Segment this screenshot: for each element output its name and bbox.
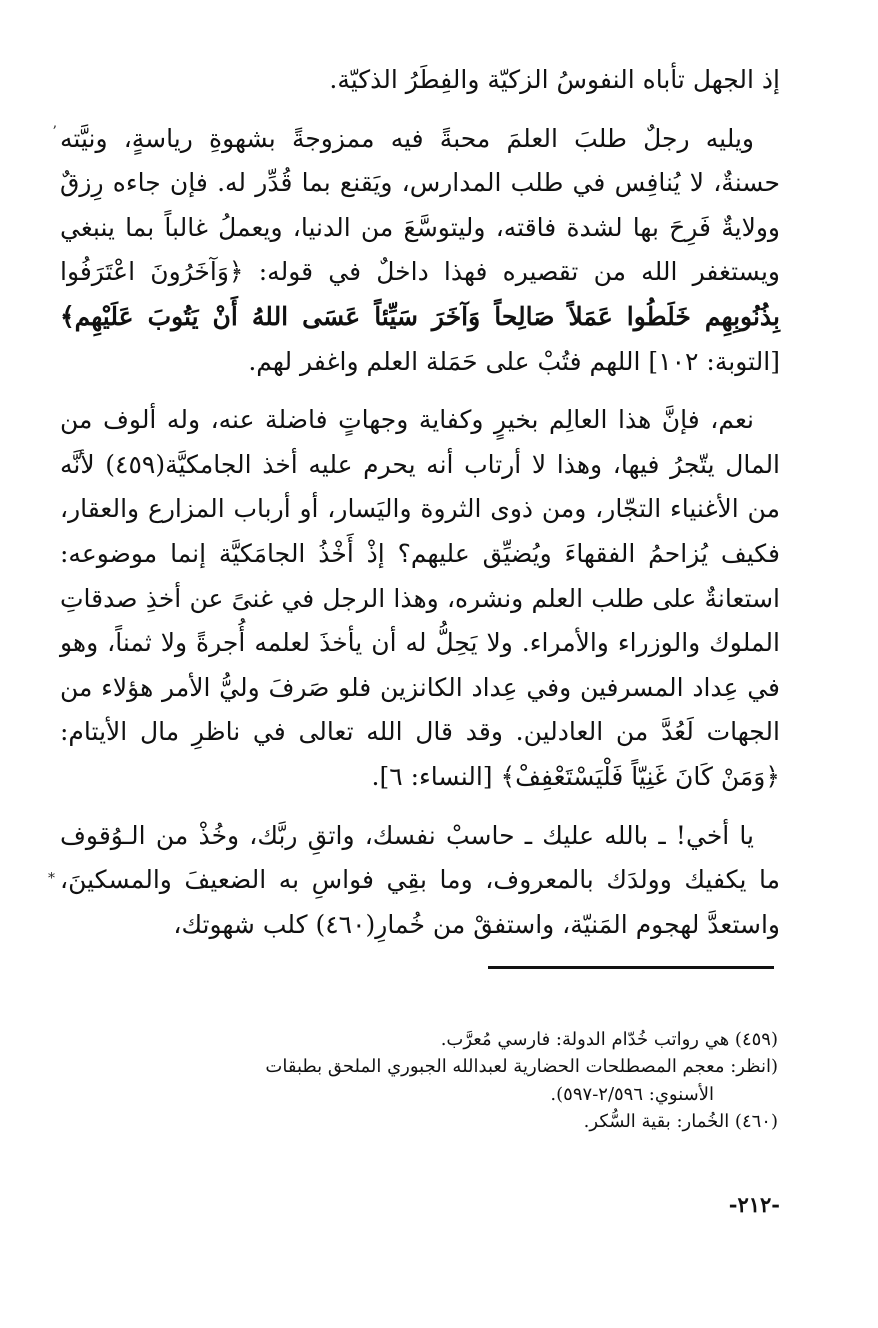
text-line: حسنةٌ، لا يُنافِس في طلب المدارس، ويَقنع بما قُدِّر له. فإن جاءه [112, 168, 780, 198]
text-line: رِزقٌ وولايةٌ فَرِحَ بها لشدة فاقته، وليتوسَّعَ من الدنيا، ويعملُ غالباً بما [60, 168, 780, 242]
text-line: الـوُقوف ما يكفيك وولدَك بالمعروف، وما بقِي فواسِ به الضعيفَ [60, 820, 781, 895]
quran-verse-line: بِذُنُوبِهِم خَلَطُوا عَمَلاً صَالِحاً وَآخَرَ سَيِّئاً عَسَى اللهُ أَنْ يَتُوبَ عَلَيْهِم﴾ [60, 301, 780, 331]
footnote-459-reference: (انظر: معجم المصطلحات الحضارية لعبدالله الجبوري الملحق بطبقات [265, 1056, 778, 1078]
text-line: من المال يتّجرُ فيها، وهذا لا أرتاب أنه يحرم عليه أخذ الجامكيَّة(٤٥٩) [60, 405, 781, 479]
paragraph-2 [60, 117, 780, 385]
text-line: موضوعه: استعانةٌ على طلب العلم ونشره، وهذا الرجل في غنىً عن [60, 538, 780, 613]
text-line: نعم، فإنَّ هذا العالِم بخيرٍ وكفاية وجهاتٍ فاضلة عنه، وله ألوف [102, 405, 755, 435]
text-line: والمسكينَ، واستعدَّ لهجوم المَنيّة، واستفقْ من خُمارِ(٤٦٠) كلب شهوتك، [60, 865, 780, 939]
paragraph-1 [60, 58, 780, 103]
text-line: إذ الجهل تأباه النفوسُ الزكيّة والفِطَرُ الذكيّة. [329, 65, 780, 94]
text-line: وليُّ الأمر هؤلاء من الجهات لَعُدَّ من العادلين. وقد قال الله تعالى في [60, 672, 780, 747]
paragraph-4 [60, 814, 780, 948]
footnote-459-reference-continued: الأسنوي: ٢/٥٩٦-٥٩٧). [550, 1083, 714, 1105]
margin-tick-mark: ʼ [52, 124, 57, 140]
text-line: [التوبة: ١٠٢] اللهم فتُبْ على حَمَلة العلم واغفر لهم. [248, 346, 780, 376]
margin-asterisk-mark: ⁎ [48, 866, 55, 882]
footnote-separator [488, 966, 774, 969]
footnote-460: (٤٦٠) الخُمار: بقية السُّكر. [583, 1111, 778, 1133]
footnotes [66, 1026, 778, 1136]
text-line: ويليه رجلٌ طلبَ العلمَ محبةً فيه ممزوجةً بشهوةِ رياسةٍ، ونيَّته [60, 123, 754, 153]
text-line: والعقار، فكيف يُزاحمُ الفقهاءَ ويُضيِّق عليهم؟ إذْ أَخْذُ الجامَكيَّة إنما [60, 494, 781, 568]
text-line: يا أخي! ـ بالله عليك ـ حاسبْ نفسك، واتقِ ربَّك، وخُذْ من [155, 820, 754, 850]
main-text [60, 58, 780, 961]
text-line: ناظرِ مال الأيتام: ﴿وَمَنْ كَانَ غَنِيّاً فَلْيَسْتَعْفِفْ﴾ [النساء: ٦]. [60, 717, 780, 791]
paragraph-3 [60, 398, 780, 799]
footnote-459: (٤٥٩) هي رواتب خُدّام الدولة: فارسي مُعرَّب. [440, 1029, 778, 1050]
text-line: ينبغي ويستغفر الله من تقصيره فهذا داخلٌ في قوله: ﴿وَآخَرُونَ اعْتَرَفُوا [60, 212, 780, 287]
text-line: لأنَّه من الأغنياء التجّار، ومن ذوى الثروة واليَسار، أو أرباب المزارع [60, 449, 780, 524]
text-line: أُجرةً ولا ثمناً، وهو في عِداد المسرفين وفي عِداد الكانزين فلو صَرفَ [60, 628, 780, 702]
page-number: -٢١٢- [728, 1192, 780, 1217]
text-line: أخذِ صدقاتِ الملوك والوزراء والأمراء. ولا يَحِلُّ له أن يأخذَ لعلمه [60, 583, 780, 658]
